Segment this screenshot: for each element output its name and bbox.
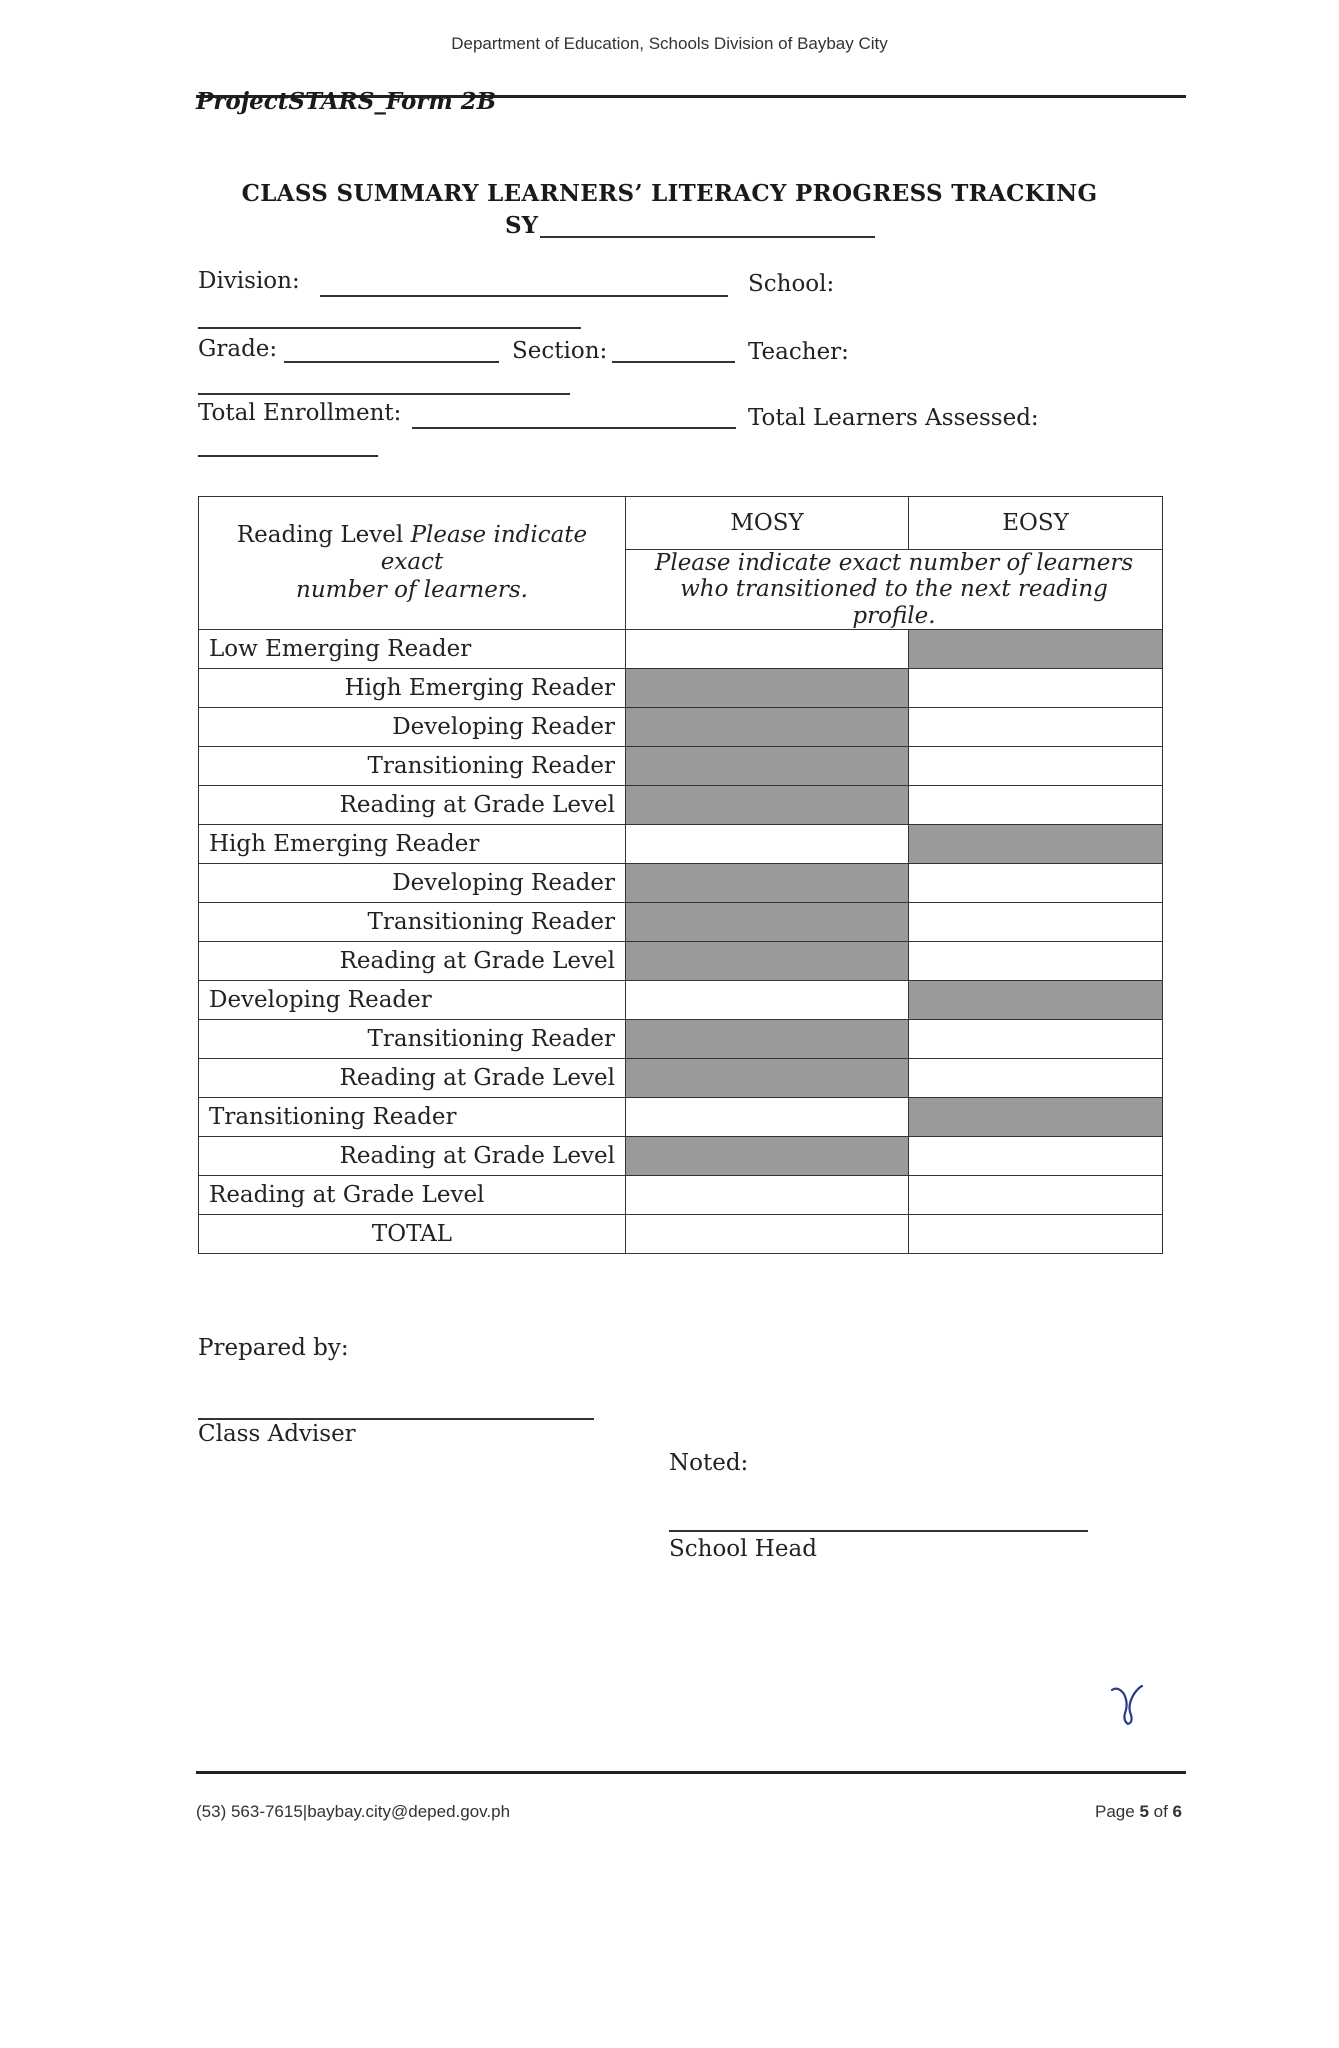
section-label: Section: — [512, 338, 608, 364]
table-row — [199, 903, 1163, 942]
total-enrollment-label: Total Enrollment: — [198, 400, 402, 426]
section-blank-line — [612, 361, 735, 363]
row-label: Developing Reader — [199, 708, 626, 747]
eosy-cell[interactable] — [909, 786, 1163, 825]
eosy-header: EOSY — [909, 497, 1163, 550]
progress-tracking-table — [198, 496, 1163, 1254]
mosy-total-cell[interactable] — [626, 1215, 909, 1254]
division-blank-line — [320, 295, 728, 297]
school-head-signature-line — [669, 1530, 1088, 1532]
row-label: Transitioning Reader — [199, 1098, 626, 1137]
eosy-cell[interactable] — [909, 903, 1163, 942]
mosy-cell-shaded — [626, 942, 909, 981]
row-label: High Emerging Reader — [199, 825, 626, 864]
eosy-total-cell[interactable] — [909, 1215, 1163, 1254]
total-assessed-label: Total Learners Assessed: — [748, 405, 1039, 431]
table-row — [199, 864, 1163, 903]
row-label: Transitioning Reader — [199, 903, 626, 942]
eosy-cell[interactable] — [909, 1137, 1163, 1176]
table-row — [199, 1020, 1163, 1059]
eosy-cell[interactable] — [909, 708, 1163, 747]
total-assessed-blank-line — [198, 455, 378, 457]
grade-label: Grade: — [198, 336, 278, 362]
table-row — [199, 708, 1163, 747]
row-label: Developing Reader — [199, 864, 626, 903]
table-row — [199, 786, 1163, 825]
mosy-cell-shaded — [626, 1059, 909, 1098]
mosy-cell-shaded — [626, 786, 909, 825]
form-id: ProjectSTARS_Form 2B — [196, 88, 497, 115]
eosy-cell[interactable] — [909, 1059, 1163, 1098]
table-row — [199, 747, 1163, 786]
mosy-cell[interactable] — [626, 981, 909, 1020]
mosy-cell-shaded — [626, 708, 909, 747]
row-label: Transitioning Reader — [199, 1020, 626, 1059]
mosy-cell-shaded — [626, 1137, 909, 1176]
eosy-cell[interactable] — [909, 1020, 1163, 1059]
school-head-label: School Head — [669, 1536, 817, 1562]
mosy-cell-shaded — [626, 747, 909, 786]
row-label: Reading at Grade Level — [199, 1137, 626, 1176]
row-label: Transitioning Reader — [199, 747, 626, 786]
row-label: Low Emerging Reader — [199, 630, 626, 669]
eosy-cell-shaded — [909, 1098, 1163, 1137]
grade-blank-line — [284, 361, 499, 363]
page-number: Page 5 of 6 — [1095, 1802, 1182, 1821]
eosy-cell[interactable] — [909, 942, 1163, 981]
mosy-cell[interactable] — [626, 1176, 909, 1215]
total-enrollment-blank-line — [412, 427, 736, 429]
row-label: Developing Reader — [199, 981, 626, 1020]
reading-level-header: Reading Level Please indicate exact number of learners. — [199, 497, 626, 630]
sy-label: SY — [505, 212, 539, 239]
table-row — [199, 1176, 1163, 1215]
mosy-cell-shaded — [626, 1020, 909, 1059]
table-row — [199, 1098, 1163, 1137]
row-label: Reading at Grade Level — [199, 942, 626, 981]
table-row — [199, 669, 1163, 708]
mosy-cell-shaded — [626, 669, 909, 708]
table-row — [199, 942, 1163, 981]
class-adviser-label: Class Adviser — [198, 1421, 356, 1447]
school-label: School: — [748, 271, 835, 297]
mosy-cell[interactable] — [626, 1098, 909, 1137]
mosy-cell-shaded — [626, 903, 909, 942]
handwritten-initial-mark — [1108, 1680, 1148, 1734]
table-row — [199, 630, 1163, 669]
eosy-cell-shaded — [909, 825, 1163, 864]
eosy-cell-shaded — [909, 981, 1163, 1020]
department-header: Department of Education, Schools Division of Baybay City — [451, 34, 888, 53]
teacher-label: Teacher: — [748, 339, 849, 365]
total-label: TOTAL — [199, 1215, 626, 1254]
table-row — [199, 1137, 1163, 1176]
table-row — [199, 825, 1163, 864]
eosy-cell[interactable] — [909, 669, 1163, 708]
eosy-cell[interactable] — [909, 747, 1163, 786]
eosy-cell[interactable] — [909, 864, 1163, 903]
mosy-header: MOSY — [626, 497, 909, 550]
sy-blank-line — [540, 236, 875, 238]
division-label: Division: — [198, 268, 300, 294]
table-row-total — [199, 1215, 1163, 1254]
mosy-cell[interactable] — [626, 630, 909, 669]
school-blank-line — [198, 327, 581, 329]
mosy-cell-shaded — [626, 864, 909, 903]
footer-rule — [196, 1771, 1186, 1774]
contact-info: (53) 563-7615|baybay.city@deped.gov.ph — [196, 1802, 511, 1821]
teacher-blank-line — [198, 393, 570, 395]
eosy-cell[interactable] — [909, 1176, 1163, 1215]
row-label: Reading at Grade Level — [199, 1176, 626, 1215]
prepared-by-label: Prepared by: — [198, 1335, 349, 1361]
noted-label: Noted: — [669, 1450, 749, 1476]
row-label: Reading at Grade Level — [199, 1059, 626, 1098]
eosy-cell-shaded — [909, 630, 1163, 669]
mosy-cell[interactable] — [626, 825, 909, 864]
transition-instruction: Please indicate exact number of learners who transitioned to the next reading profile. — [626, 550, 1163, 630]
table-row — [199, 981, 1163, 1020]
page-title: CLASS SUMMARY LEARNERS’ LITERACY PROGRESS TRACKING — [241, 180, 1098, 207]
row-label: High Emerging Reader — [199, 669, 626, 708]
table-row — [199, 1059, 1163, 1098]
row-label: Reading at Grade Level — [199, 786, 626, 825]
class-adviser-signature-line — [198, 1418, 594, 1420]
